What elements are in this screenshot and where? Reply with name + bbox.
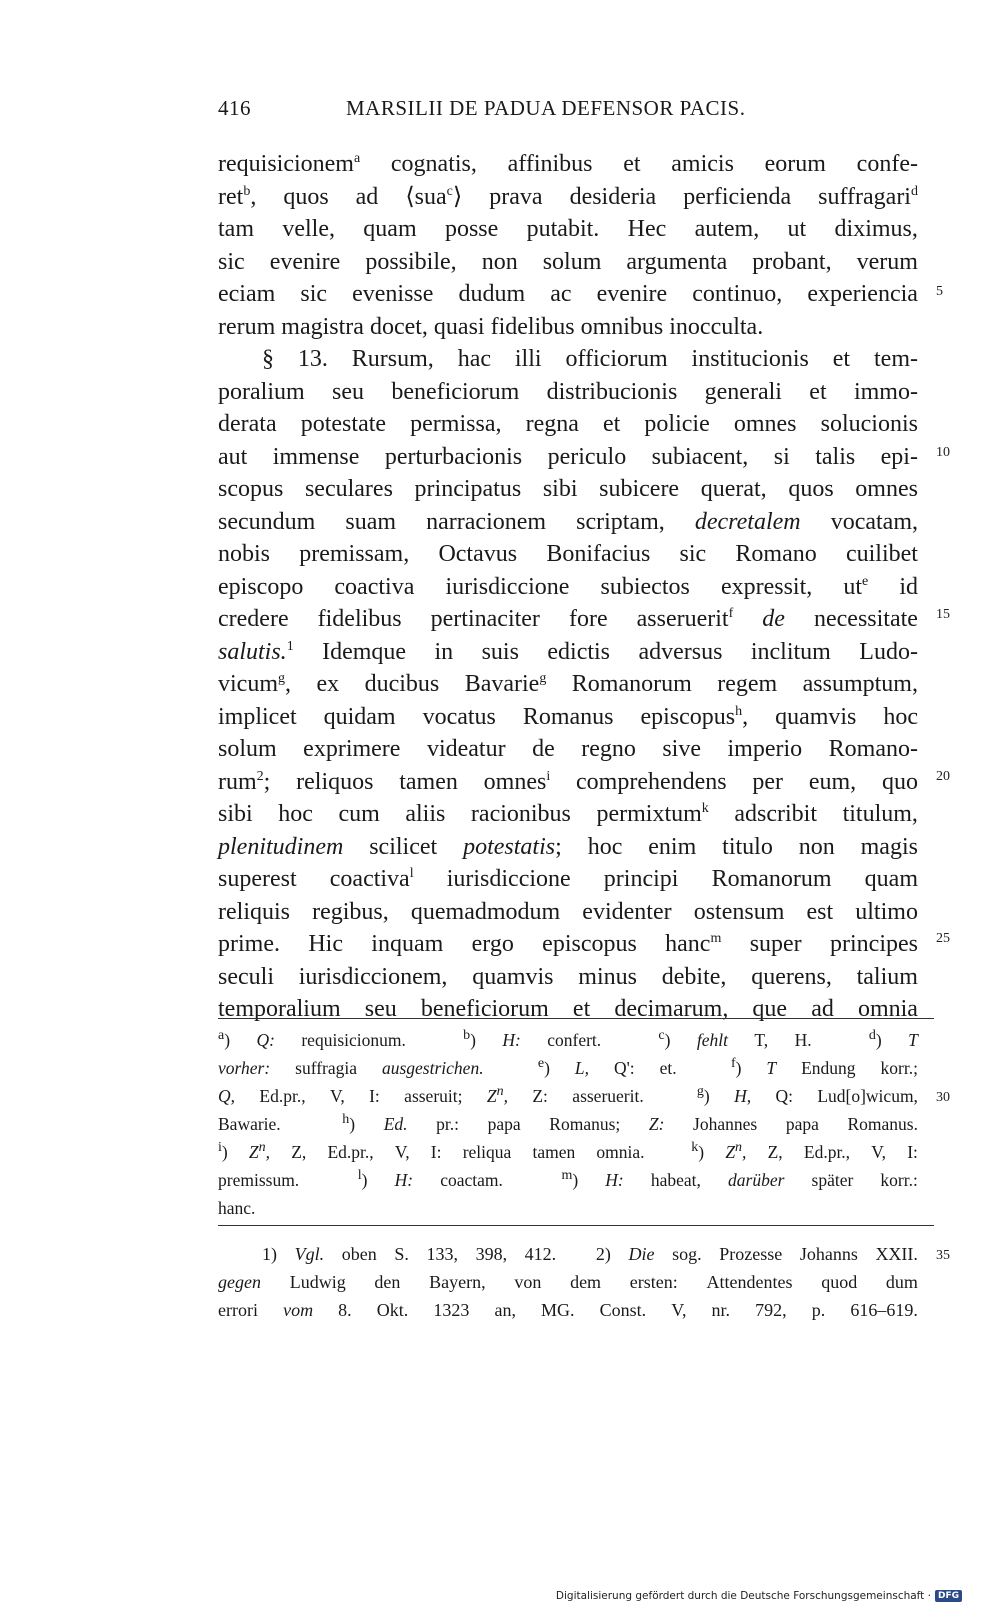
note-line: Bawarie. $^h$) Ed. pr.: papa Romanus; Z: Johannes papa Romanus. bbox=[218, 1112, 918, 1134]
notes-divider bbox=[218, 1018, 934, 1019]
footnote-line: 1) Vgl. oben S. 133, 398, 412. 2) Die sog. Prozesse Johanns XXII. bbox=[262, 1244, 918, 1264]
note-line: Q, Ed.pr., V, I: asseruit; $Z^n$, Z: asseruerit. $^g$) H, Q: Lud[o]wicum, bbox=[218, 1084, 918, 1106]
body-text-line: seculi iurisdiccionem, quamvis minus debite, querens, talium bbox=[218, 963, 918, 990]
note-line: premissum. $^l$) H: coactam. $^m$) H: habeat, darüber später korr.: bbox=[218, 1168, 918, 1190]
running-header bbox=[218, 96, 798, 126]
main-text bbox=[218, 148, 918, 1026]
body-text-line: salutis.$^1$ Idemque in suis edictis adversus inclitum Ludo- bbox=[218, 638, 918, 665]
body-text-line: temporalium seu beneficiorum et decimarum, que ad omnia bbox=[218, 996, 918, 1022]
note-line: $^a$) Q: requisicionum. $^b$) H: confert. $^c$) fehlt T, H. $^d$) T bbox=[218, 1028, 918, 1050]
body-text-line: derata potestate permissa, regna et policie omnes solucionis bbox=[218, 411, 918, 437]
dfg-logo-icon: DFG bbox=[935, 1590, 962, 1602]
body-text-line: implicet quidam vocatus Romanus episcopus$^h$, quamvis hoc bbox=[218, 703, 918, 730]
body-text-line: ret$^b$, quos ad ⟨sua$^c$⟩ prava desideria perficienda suffragari$^d$ bbox=[218, 183, 918, 210]
body-text-line: eciam sic evenisse dudum ac evenire continuo, experiencia bbox=[218, 281, 918, 307]
note-line: $^i$) $Z^n$, Z, Ed.pr., V, I: reliqua tamen omnia. $^k$) $Z^n$, Z, Ed.pr., V, I: bbox=[218, 1140, 918, 1162]
body-text-line: credere fidelibus pertinaciter fore asseruerit$^f$ de necessitate bbox=[218, 606, 918, 632]
body-text-line: prime. Hic inquam ergo episcopus hanc$^m$ super principes bbox=[218, 931, 918, 957]
running-title: MARSILII DE PADUA DEFENSOR PACIS. bbox=[346, 96, 746, 120]
line-number-5: 5 bbox=[936, 284, 943, 299]
line-number-20: 20 bbox=[936, 769, 950, 784]
body-text-line: secundum suam narracionem scriptam, decretalem vocatam, bbox=[218, 508, 918, 535]
footnotes bbox=[218, 1240, 918, 1324]
body-text-line: aut immense perturbacionis periculo subiacent, si talis epi- bbox=[218, 443, 918, 470]
body-text-line: poralium seu beneficiorum distribucionis generali et immo- bbox=[218, 378, 918, 405]
line-number-25: 25 bbox=[936, 931, 950, 946]
body-text-line: nobis premissam, Octavus Bonifacius sic Romano cuilibet bbox=[218, 541, 918, 567]
refs-divider bbox=[218, 1225, 934, 1226]
body-text-line: sibi hoc cum aliis racionibus permixtum$^k$ adscribit titulum, bbox=[218, 801, 918, 827]
footnote-line: errori vom 8. Okt. 1323 an, MG. Const. V, nr. 792, p. 616–619. bbox=[218, 1300, 918, 1320]
footnote-line: gegen Ludwig den Bayern, von dem ersten: Attendentes quod dum bbox=[218, 1272, 918, 1292]
line-number-30: 30 bbox=[936, 1090, 950, 1105]
line-number-15: 15 bbox=[936, 607, 950, 622]
body-text-line: rerum magistra docet, quasi fidelibus omnibus inocculta. bbox=[218, 313, 764, 340]
page-number: 416 bbox=[218, 96, 251, 120]
body-text-line: § 13. Rursum, hac illi officiorum institucionis et tem- bbox=[262, 346, 918, 372]
body-text-line: plenitudinem scilicet potestatis; hoc enim titulo non magis bbox=[218, 833, 918, 860]
body-text-line: tam velle, quam posse putabit. Hec autem, ut diximus, bbox=[218, 216, 918, 242]
line-number-10: 10 bbox=[936, 445, 950, 460]
note-line: hanc. bbox=[218, 1198, 256, 1218]
note-line: vorher: suffragia ausgestrichen. $^e$) L, Q': et. $^f$) T Endung korr.; bbox=[218, 1056, 918, 1078]
body-text-line: superest coactiva$^l$ iurisdiccione principi Romanorum quam bbox=[218, 866, 918, 892]
body-text-line: vicum$^g$, ex ducibus Bavarie$^g$ Romanorum regem assumptum, bbox=[218, 671, 918, 697]
body-text-line: reliquis regibus, quemadmodum evidenter ostensum est ultimo bbox=[218, 898, 918, 925]
digitization-credit bbox=[556, 1590, 962, 1602]
critical-apparatus bbox=[218, 1026, 918, 1222]
body-text-line: scopus seculares principatus sibi subicere querat, quos omnes bbox=[218, 476, 918, 502]
credit-text: Digitalisierung gefördert durch die Deutsche Forschungsgemeinschaft · bbox=[555, 1590, 931, 1602]
line-number-35: 35 bbox=[936, 1248, 950, 1263]
body-text-line: sic evenire possibile, non solum argumenta probant, verum bbox=[218, 248, 918, 275]
body-text-line: episcopo coactiva iurisdiccione subiectos expressit, $ut^e$ id bbox=[218, 573, 918, 600]
body-text-line: requisicionem$^a$ cognatis, affinibus et amicis eorum confe- bbox=[218, 151, 918, 177]
body-text-line: solum exprimere videatur de regno sive imperio Romano- bbox=[218, 736, 918, 762]
body-text-line: rum$^2$; reliquos tamen omnes$^i$ comprehendens per eum, quo bbox=[218, 768, 918, 795]
